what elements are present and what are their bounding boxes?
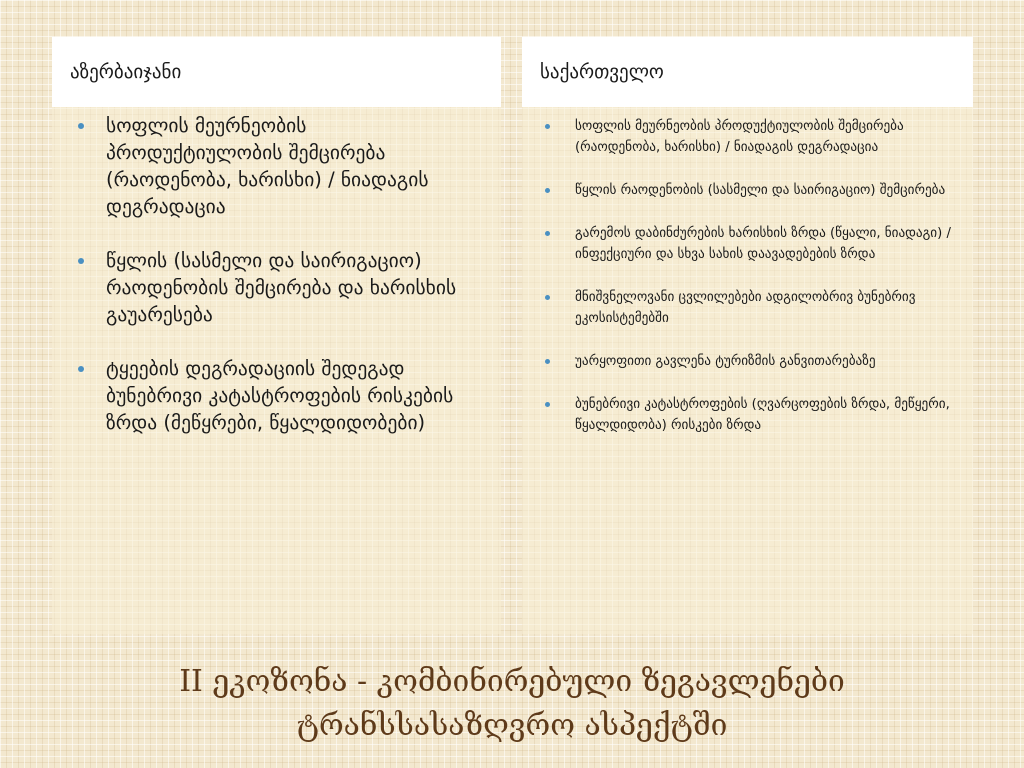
list-item xyxy=(545,223,965,265)
right-column-header-label: საქართველო xyxy=(540,61,664,83)
bullet-dot-icon xyxy=(545,124,550,129)
list-item xyxy=(78,355,488,436)
bullet-dot-icon xyxy=(545,295,550,300)
bullet-dot-icon xyxy=(545,188,550,193)
bullet-dot-icon xyxy=(545,359,550,364)
bullet-dot-icon xyxy=(545,231,550,236)
list-item xyxy=(78,112,488,220)
bullet-dot-icon xyxy=(545,402,550,407)
list-item-text: სოფლის მეურნეობის პროდუქტიულობის შემცირება (რაოდენობა, ხარისხი) / ნიადაგის დეგრადაცია xyxy=(106,114,429,218)
list-item-text: გარემოს დაბინძურების ხარისხის ზრდა (წყალი, ნიადაგი) / ინფექციური და სხვა სახის დაავადებების ზრდა xyxy=(575,226,951,262)
list-item-text: წყლის რაოდენობის (სასმელი და საირიგაციო) შემცირება xyxy=(575,183,946,198)
slide-title: II ეკოზონა - კომბინირებული ზეგავლენები ტრანსსასაზღვრო ასპექტში xyxy=(179,664,845,743)
list-item xyxy=(545,287,965,329)
list-item xyxy=(545,180,965,201)
list-item xyxy=(545,116,965,158)
list-item xyxy=(545,351,965,372)
list-item-text: ტყეების დეგრადაციის შედეგად ბუნებრივი კატასტროფების რისკების ზრდა (მეწყრები, წყალდიდობები) xyxy=(106,357,454,434)
list-item-text: უარყოფითი გავლენა ტურიზმის განვითარებაზე xyxy=(575,354,876,369)
bullet-dot-icon xyxy=(78,123,84,129)
list-item-text: წყლის (სასმელი და საირიგაციო) რაოდენობის შემცირება და ხარისხის გაუარესება xyxy=(106,249,457,326)
list-item xyxy=(78,247,488,328)
left-column-header xyxy=(52,37,501,107)
right-column-header xyxy=(522,37,973,107)
list-item xyxy=(545,394,965,436)
left-column-header-label: აზერბაიჯანი xyxy=(70,61,182,83)
list-item-text: ბუნებრივი კატასტროფების (ღვარცოფების ზრდა, მეწყერი, წყალდიდობა) რისკები ზრდა xyxy=(575,397,950,433)
bullet-dot-icon xyxy=(78,366,84,372)
left-column-list xyxy=(78,112,488,463)
list-item-text: სოფლის მეურნეობის პროდუქტიულობის შემცირება (რაოდენობა, ხარისხი) / ნიადაგის დეგრადაცია xyxy=(575,119,904,155)
list-item-text: მნიშვნელოვანი ცვლილებები ადგილობრივ ბუნებრივ ეკოსისტემებში xyxy=(575,290,916,326)
right-column-list xyxy=(545,116,965,458)
bullet-dot-icon xyxy=(78,258,84,264)
